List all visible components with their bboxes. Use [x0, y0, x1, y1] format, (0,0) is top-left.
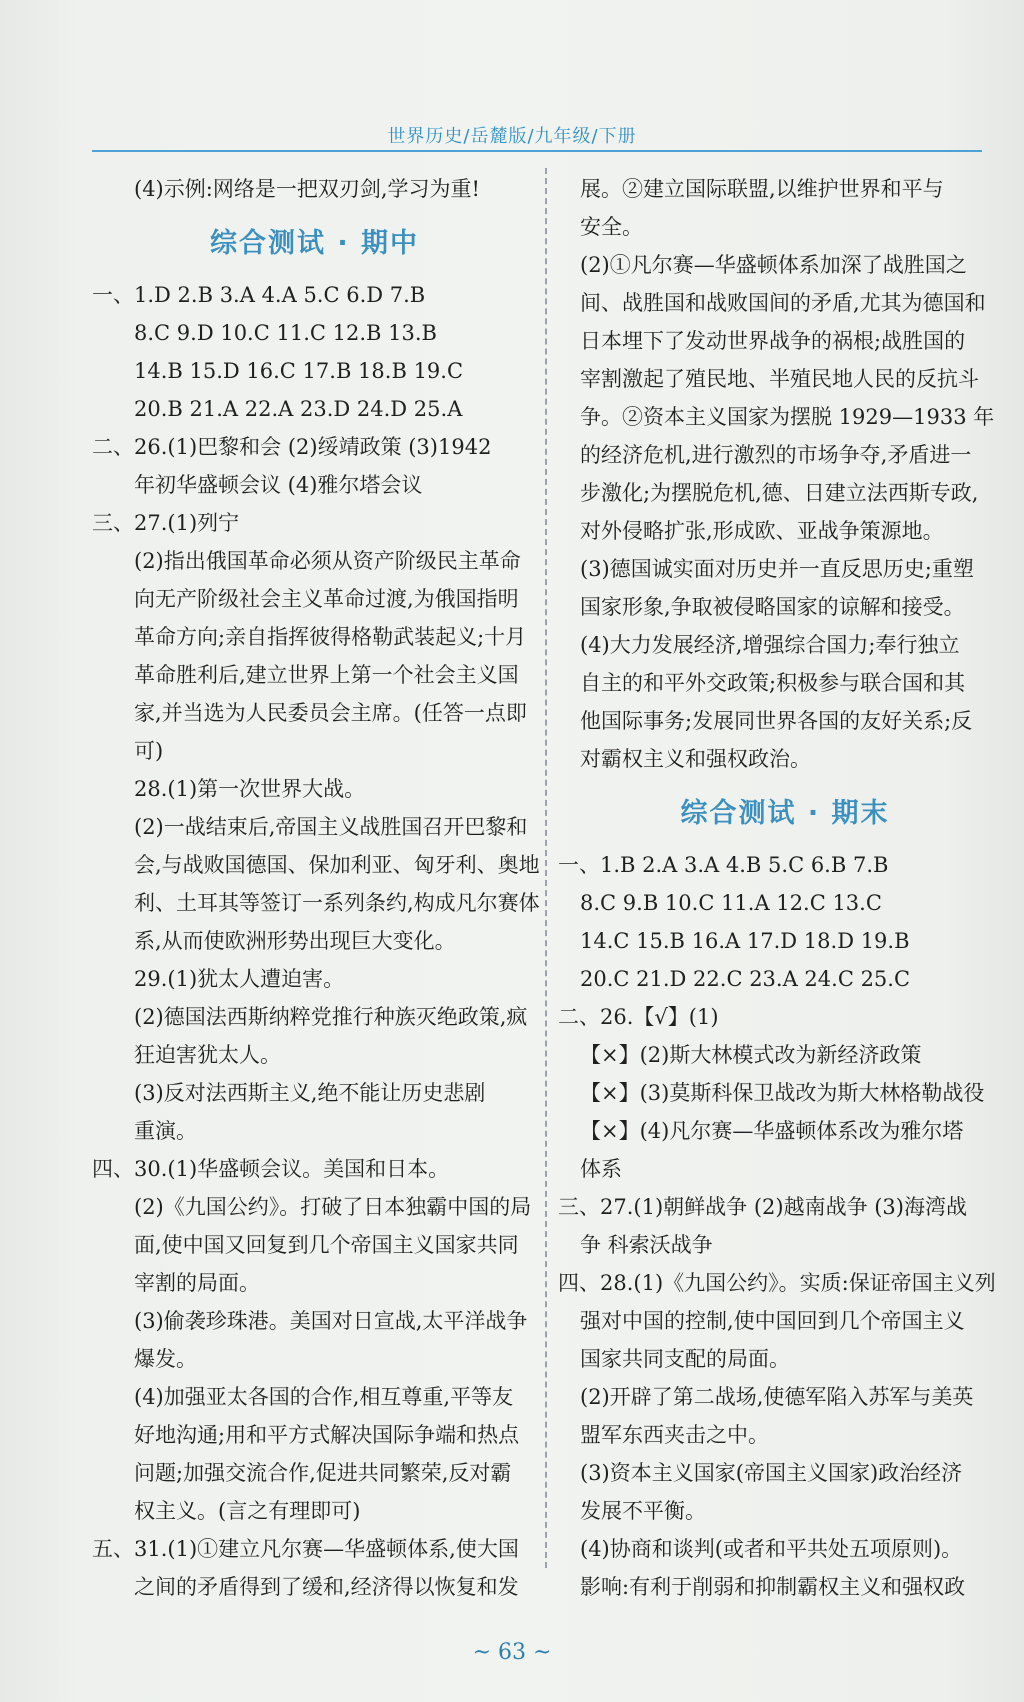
mc-row: 20.B 21.A 22.A 23.D 24.D 25.A — [134, 397, 463, 421]
text-line: 会,与战败国德国、保加利亚、匈牙利、奥地 — [134, 853, 540, 877]
text-line: 二、26.【√】(1) — [558, 1005, 719, 1029]
column-divider — [545, 168, 547, 1568]
text-line: 面,使中国又回复到几个帝国主义国家共同 — [134, 1233, 519, 1257]
text-line: 国家形象,争取被侵略国家的谅解和接受。 — [580, 595, 965, 619]
header-rule — [92, 150, 982, 152]
mc-row: 一、1.B 2.A 3.A 4.B 5.C 6.B 7.B — [558, 853, 889, 877]
text-line: 自主的和平外交政策;积极参与联合国和其 — [580, 671, 966, 695]
text-line: 权主义。(言之有理即可) — [134, 1499, 361, 1523]
text-line: 【×】(2)斯大林模式改为新经济政策 — [580, 1043, 922, 1067]
text-line: 狂迫害犹太人。 — [134, 1043, 281, 1067]
text-line: 二、26.(1)巴黎和会 (2)绥靖政策 (3)1942 — [92, 435, 492, 459]
text-line: 展。②建立国际联盟,以维护世界和平与 — [580, 177, 944, 201]
mc-row: 14.B 15.D 16.C 17.B 18.B 19.C — [134, 359, 464, 383]
text-line: 体系 — [580, 1157, 622, 1181]
text-line: 利、土耳其等签订一系列条约,构成凡尔赛体 — [134, 891, 540, 915]
mc-row: 8.C 9.B 10.C 11.A 12.C 13.C — [580, 891, 882, 915]
mc-row: 14.C 15.B 16.A 17.D 18.D 19.B — [580, 929, 910, 953]
running-header: 世界历史/岳麓版/九年级/下册 — [387, 126, 637, 147]
text-line: (4)大力发展经济,增强综合国力;奉行独立 — [580, 633, 960, 657]
text-line: 争 科索沃战争 — [580, 1233, 713, 1257]
text-line: 【×】(4)凡尔赛—华盛顿体系改为雅尔塔 — [580, 1119, 964, 1143]
text-line: 重演。 — [134, 1119, 197, 1143]
text-line: 四、28.(1)《九国公约》。实质:保证帝国主义列 — [558, 1271, 996, 1295]
text-line: 宰割激起了殖民地、半殖民地人民的反抗斗 — [580, 367, 979, 391]
text-line: 革命方向;亲自指挥彼得格勒武装起义;十月 — [134, 625, 527, 649]
text-line: (4)协商和谈判(或者和平共处五项原则)。 — [580, 1537, 963, 1561]
text-line: 28.(1)第一次世界大战。 — [134, 777, 366, 801]
right-column — [558, 170, 996, 1606]
text-line: 之间的矛盾得到了缓和,经济得以恢复和发 — [134, 1575, 519, 1599]
page-number: ~ 63 ~ — [472, 1640, 552, 1665]
text-line: 爆发。 — [134, 1347, 197, 1371]
text-line: 系,从而使欧洲形势出现巨大变化。 — [134, 929, 456, 953]
text-line: 【×】(3)莫斯科保卫战改为斯大林格勒战役 — [580, 1081, 985, 1105]
text-line: 向无产阶级社会主义革命过渡,为俄国指明 — [134, 587, 519, 611]
text-line: 安全。 — [580, 215, 643, 239]
text-line: 他国际事务;发展同世界各国的友好关系;反 — [580, 709, 973, 733]
text-line: 革命胜利后,建立世界上第一个社会主义国 — [134, 663, 519, 687]
text-line: (2)指出俄国革命必须从资产阶级民主革命 — [134, 549, 521, 573]
text-line: 发展不平衡。 — [580, 1499, 706, 1523]
text-line: (3)资本主义国家(帝国主义国家)政治经济 — [580, 1461, 963, 1485]
mc-row: 20.C 21.D 22.C 23.A 24.C 25.C — [580, 967, 911, 991]
text-line: 的经济危机,进行激烈的市场争夺,矛盾进一 — [580, 443, 972, 467]
text-line: 盟军东西夹击之中。 — [580, 1423, 769, 1447]
text-line: 宰割的局面。 — [134, 1271, 260, 1295]
text-line: 问题;加强交流合作,促进共同繁荣,反对霸 — [134, 1461, 512, 1485]
text-line: 可) — [134, 739, 164, 763]
text-line: 四、30.(1)华盛顿会议。美国和日本。 — [92, 1157, 450, 1181]
text-line: (2)①凡尔赛—华盛顿体系加深了战胜国之 — [580, 253, 967, 277]
section-title-midterm: 综合测试 · 期中 — [209, 228, 420, 259]
left-column — [92, 170, 540, 1606]
text-line: 强对中国的控制,使中国回到几个帝国主义 — [580, 1309, 965, 1333]
text-line: 影响:有利于削弱和抑制霸权主义和强权政 — [580, 1575, 966, 1599]
text-line: 五、31.(1)①建立凡尔赛—华盛顿体系,使大国 — [92, 1537, 519, 1561]
mc-row: 8.C 9.D 10.C 11.C 12.B 13.B — [134, 321, 437, 345]
text-line: 对外侵略扩张,形成欧、亚战争策源地。 — [580, 519, 944, 543]
text-line: (3)德国诚实面对历史并一直反思历史;重塑 — [580, 557, 974, 581]
text-line: 步激化;为摆脱危机,德、日建立法西斯专政, — [580, 481, 979, 505]
text-line: 家,并当选为人民委员会主席。(任答一点即 — [134, 701, 527, 725]
text-line: (2)开辟了第二战场,使德军陷入苏军与美英 — [580, 1385, 974, 1409]
text-line: 国家共同支配的局面。 — [580, 1347, 790, 1371]
text-line: 年初华盛顿会议 (4)雅尔塔会议 — [134, 473, 423, 497]
text-line: 日本埋下了发动世界战争的祸根;战胜国的 — [580, 329, 966, 353]
text-line: 三、27.(1)列宁 — [92, 511, 240, 535]
text-line: (2)一战结束后,帝国主义战胜国召开巴黎和 — [134, 815, 528, 839]
text-line: (4)示例:网络是一把双刃剑,学习为重! — [134, 177, 480, 201]
text-line: 争。②资本主义国家为摆脱 1929—1933 年 — [580, 405, 995, 429]
text-line: (2)《九国公约》。打破了日本独霸中国的局 — [134, 1195, 532, 1219]
text-line: 29.(1)犹太人遭迫害。 — [134, 967, 345, 991]
text-line: (2)德国法西斯纳粹党推行种族灭绝政策,疯 — [134, 1005, 528, 1029]
mc-row: 一、1.D 2.B 3.A 4.A 5.C 6.D 7.B — [92, 283, 426, 307]
text-line: 对霸权主义和强权政治。 — [580, 747, 811, 771]
text-line: (4)加强亚太各国的合作,相互尊重,平等友 — [134, 1385, 514, 1409]
text-line: 好地沟通;用和平方式解决国际争端和热点 — [134, 1423, 520, 1447]
text-line: 三、27.(1)朝鲜战争 (2)越南战争 (3)海湾战 — [558, 1195, 967, 1219]
text-line: (3)反对法西斯主义,绝不能让历史悲剧 — [134, 1081, 486, 1105]
text-line: (3)偷袭珍珠港。美国对日宣战,太平洋战争 — [134, 1309, 528, 1333]
text-line: 间、战胜国和战败国间的矛盾,尤其为德国和 — [580, 291, 986, 315]
section-title-final: 综合测试 · 期末 — [680, 798, 890, 829]
